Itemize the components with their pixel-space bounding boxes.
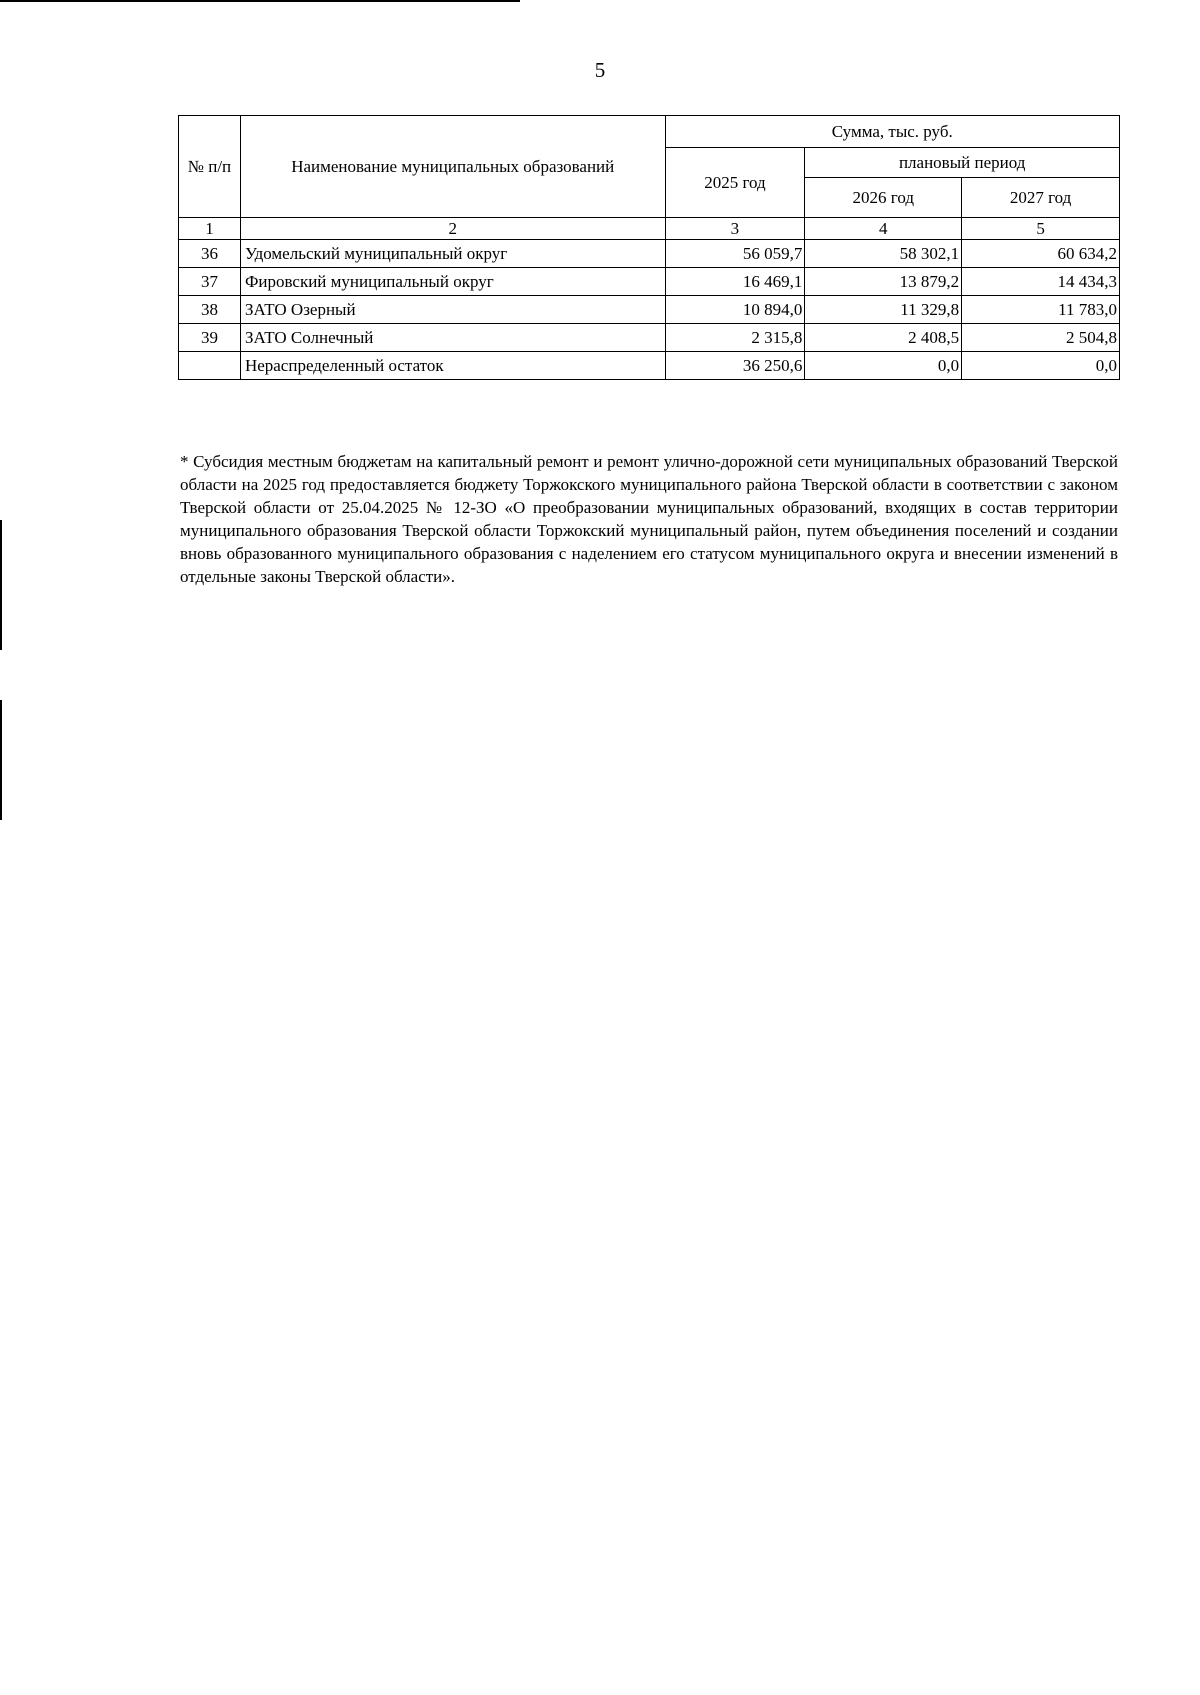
row-name: Удомельский муниципальный округ: [240, 240, 665, 268]
row-name: Нераспределенный остаток: [240, 352, 665, 380]
page-number: 5: [594, 58, 606, 82]
row-value-2027: 0,0: [962, 352, 1120, 380]
row-value-2025: 10 894,0: [665, 296, 805, 324]
row-value-2026: 58 302,1: [805, 240, 962, 268]
header-num: № п/п: [179, 116, 241, 218]
column-index-row: [179, 218, 1120, 240]
scan-edge-mark: [0, 0, 520, 2]
footnote: * Субсидия местным бюджетам на капитальный ремонт и ремонт улично-дорожной сети муниципальных образований Тверской области на 2025 год предоставляется бюджету Торжокского муниципального района Тверской области в соответствии с законом Тверской области от 25.04.2025 № 12-ЗО «О преобразовании муниципальных образований, входящих в состав территории муниципального образования Тверской области Торжокский муниципальный район, путем объединения поселений и создании вновь образованного муниципального образования с наделением его статусом муниципального округа и внесении изменений в отдельные законы Тверской области».: [180, 452, 1118, 586]
header-sum: Сумма, тыс. руб.: [665, 116, 1120, 148]
row-value-2025: 56 059,7: [665, 240, 805, 268]
row-name: ЗАТО Солнечный: [240, 324, 665, 352]
row-value-2025: 36 250,6: [665, 352, 805, 380]
column-index: 2: [240, 218, 665, 240]
table-row: [179, 324, 1120, 352]
row-value-2027: 60 634,2: [962, 240, 1120, 268]
header-2027: 2027 год: [962, 178, 1120, 218]
row-num: 39: [179, 324, 241, 352]
header-2026: 2026 год: [805, 178, 962, 218]
table-row: [179, 268, 1120, 296]
scan-edge-mark: [0, 520, 2, 650]
row-value-2027: 2 504,8: [962, 324, 1120, 352]
row-value-2025: 16 469,1: [665, 268, 805, 296]
row-value-2026: 0,0: [805, 352, 962, 380]
column-index: 3: [665, 218, 805, 240]
row-name: ЗАТО Озерный: [240, 296, 665, 324]
row-value-2027: 14 434,3: [962, 268, 1120, 296]
column-index: 1: [179, 218, 241, 240]
row-value-2026: 13 879,2: [805, 268, 962, 296]
table-row: [179, 352, 1120, 380]
table-row: [179, 296, 1120, 324]
header-name: Наименование муниципальных образований: [240, 116, 665, 218]
row-value-2025: 2 315,8: [665, 324, 805, 352]
row-num: [179, 352, 241, 380]
header-planned-period: плановый период: [805, 148, 1120, 178]
row-value-2027: 11 783,0: [962, 296, 1120, 324]
row-name: Фировский муниципальный округ: [240, 268, 665, 296]
row-value-2026: 11 329,8: [805, 296, 962, 324]
row-value-2026: 2 408,5: [805, 324, 962, 352]
row-num: 37: [179, 268, 241, 296]
budget-table: [178, 115, 1120, 380]
row-num: 38: [179, 296, 241, 324]
header-2025: 2025 год: [665, 148, 805, 218]
column-index: 5: [962, 218, 1120, 240]
row-num: 36: [179, 240, 241, 268]
table-row: [179, 240, 1120, 268]
column-index: 4: [805, 218, 962, 240]
scan-edge-mark: [0, 700, 2, 820]
